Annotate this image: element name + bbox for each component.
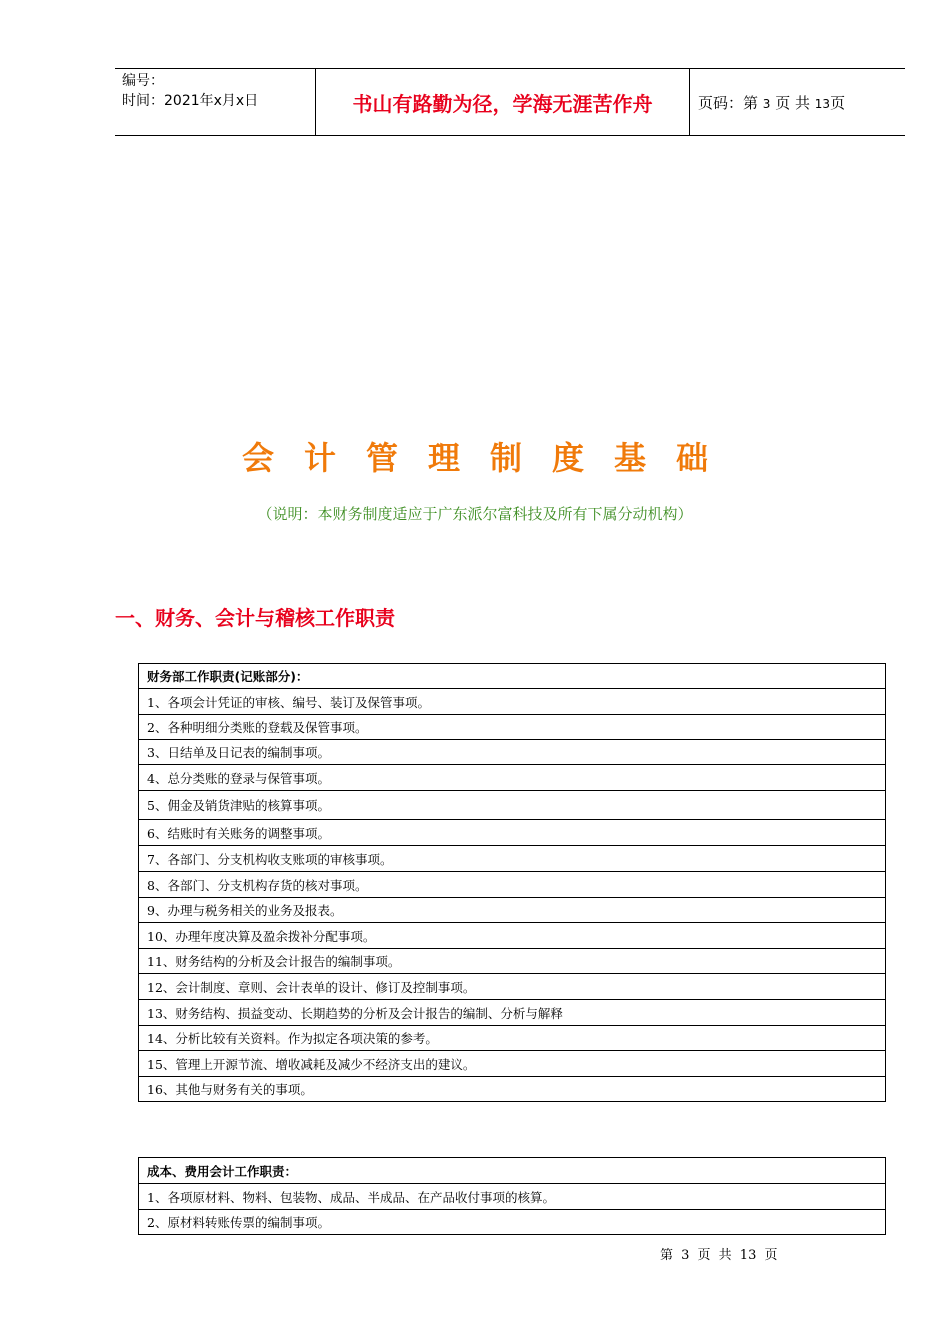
duty-item: 13、财务结构、损益变动、长期趋势的分析及会计报告的编制、分析与解释	[139, 1000, 886, 1026]
table-row	[139, 1184, 886, 1210]
page-mid: 页 共	[775, 94, 810, 112]
duty-item: 3、日结单及日记表的编制事项。	[139, 740, 886, 765]
duty-item: 1、各项原材料、物料、包装物、成品、半成品、在产品收付事项的核算。	[139, 1184, 886, 1210]
page-prefix: 页码：第	[698, 94, 759, 112]
table-header-cell: 成本、费用会计工作职责：	[139, 1158, 886, 1184]
table-row	[139, 1026, 886, 1051]
page-total: 13	[814, 97, 831, 111]
table-row	[139, 872, 886, 898]
duty-item: 6、结账时有关账务的调整事项。	[139, 820, 886, 846]
table-header-row	[139, 664, 886, 689]
table-row	[139, 820, 886, 846]
duty-item: 2、各种明细分类账的登载及保管事项。	[139, 715, 886, 740]
section-heading: 一、财务、会计与稽核工作职责	[115, 606, 395, 630]
table-row	[139, 923, 886, 949]
duty-item: 5、佣金及销货津贴的核算事项。	[139, 791, 886, 820]
table-header-cell: 财务部工作职责(记账部分)：	[139, 664, 886, 689]
duty-item: 16、其他与财务有关的事项。	[139, 1077, 886, 1102]
table-row	[139, 1210, 886, 1235]
header-bottom-rule	[115, 135, 905, 136]
table-row	[139, 791, 886, 820]
table-row	[139, 898, 886, 923]
duty-item: 7、各部门、分支机构收支账项的审核事项。	[139, 846, 886, 872]
document-title: 会计管理制度基础	[241, 439, 738, 477]
duty-item: 8、各部门、分支机构存货的核对事项。	[139, 872, 886, 898]
duty-item: 4、总分类账的登录与保管事项。	[139, 765, 886, 791]
table-row	[139, 974, 886, 1000]
table-row	[139, 1051, 886, 1077]
table-header-row	[139, 1158, 886, 1184]
duty-item: 10、办理年度决算及盈余拨补分配事项。	[139, 923, 886, 949]
duty-item: 12、会计制度、章则、会计表单的设计、修订及控制事项。	[139, 974, 886, 1000]
page-suffix: 页	[830, 94, 846, 112]
duty-item: 1、各项会计凭证的审核、编号、装订及保管事项。	[139, 689, 886, 715]
header-top-rule	[115, 68, 905, 69]
table-row	[139, 765, 886, 791]
header-divider	[689, 68, 690, 136]
table-row	[139, 1077, 886, 1102]
table-row	[139, 949, 886, 974]
table-row	[139, 689, 886, 715]
page-current: 3	[762, 97, 771, 111]
duty-item: 9、办理与税务相关的业务及报表。	[139, 898, 886, 923]
table-row	[139, 846, 886, 872]
table-row	[139, 1000, 886, 1026]
header-motto: 书山有路勤为径，学海无涯苦作舟	[352, 92, 653, 116]
page-footer: 第 3 页 共 13 页	[660, 1248, 778, 1263]
cost-accounting-duties-table	[138, 1157, 886, 1235]
duty-item: 11、财务结构的分析及会计报告的编制事项。	[139, 949, 886, 974]
document-subtitle: （说明：本财务制度适应于广东派尔富科技及所有下属分动机构）	[257, 505, 693, 523]
header-page-info	[698, 92, 845, 115]
table-row	[139, 740, 886, 765]
finance-duties-table	[138, 663, 886, 1102]
duty-item: 2、原材料转账传票的编制事项。	[139, 1210, 886, 1235]
duty-item: 15、管理上开源节流、增收减耗及减少不经济支出的建议。	[139, 1051, 886, 1077]
code-label: 编号：	[122, 73, 164, 89]
table-row	[139, 715, 886, 740]
duty-item: 14、分析比较有关资料。作为拟定各项决策的参考。	[139, 1026, 886, 1051]
header-meta	[122, 71, 258, 111]
time-label: 时间：2021年x月x日	[122, 93, 259, 109]
